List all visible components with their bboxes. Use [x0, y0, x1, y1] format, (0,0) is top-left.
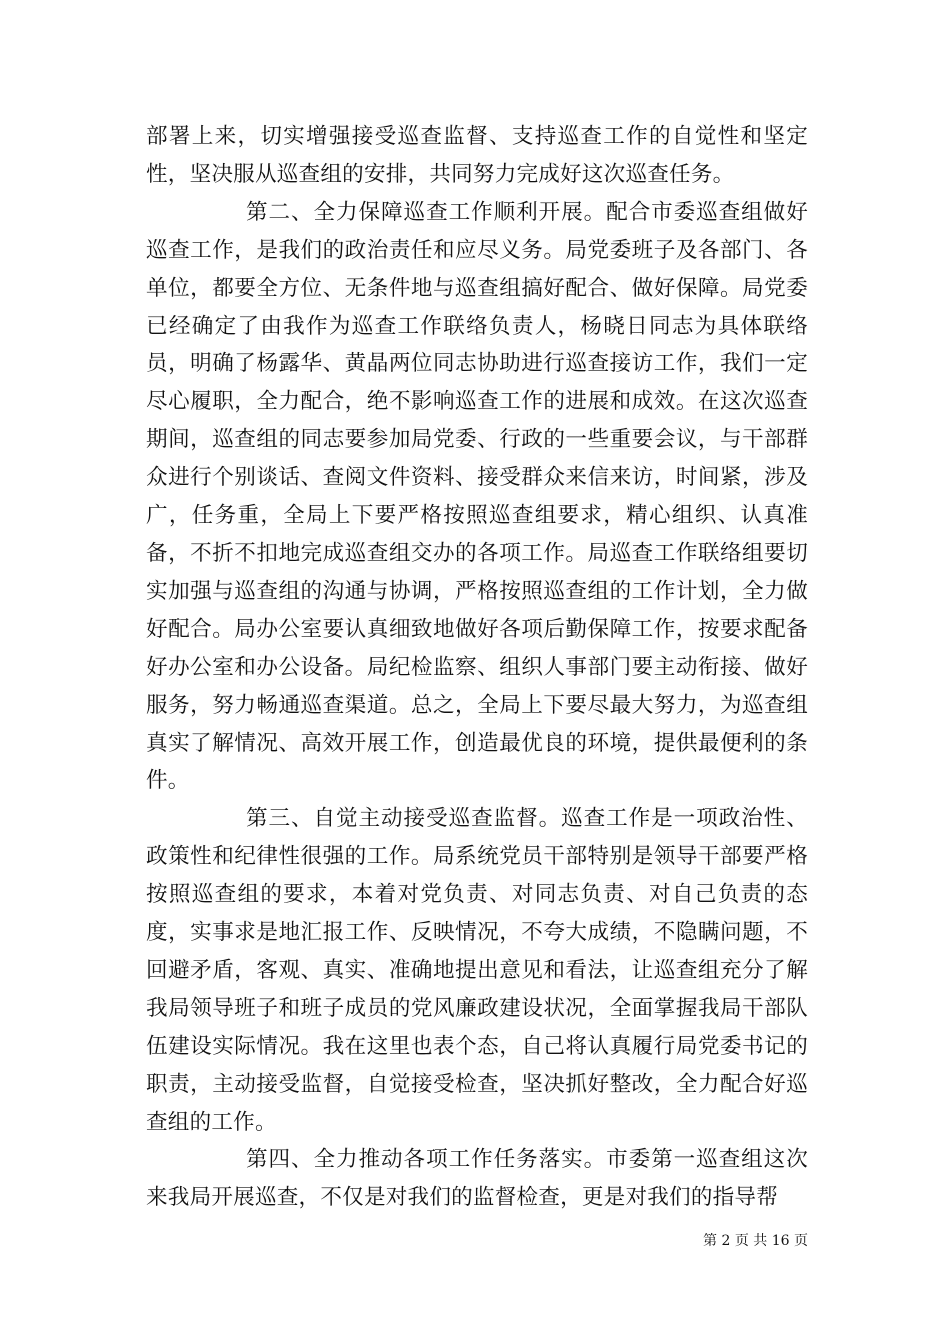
- paragraph-section-three: 第三、自觉主动接受巡查监督。巡查工作是一项政治性、政策性和纪律性很强的工作。局系统党员干部特别是领导干部要严格按照巡查组的要求，本着对党负责、对同志负责、对自己负责的态度，实事求是地汇报工作、反映情况，不夸大成绩，不隐瞒问题，不回避矛盾，客观、真实、准确地提出意见和看法，让巡查组充分了解我局领导班子和班子成员的党风廉政建设状况，全面掌握我局干部队伍建设实际情况。我在这里也表个态，自己将认真履行局党委书记的职责，主动接受监督，自觉接受检查，坚决抓好整改，全力配合好巡查组的工作。: [146, 806, 808, 1135]
- paragraph-continuation: 部署上来，切实增强接受巡查监督、支持巡查工作的自觉性和坚定性，坚决服从巡查组的安排，共同努力完成好这次巡查任务。: [146, 124, 808, 187]
- page-number-label: 第 2 页 共 16 页: [703, 1233, 808, 1249]
- document-body: [146, 118, 808, 1217]
- page-number-footer: [703, 1232, 808, 1250]
- paragraph-section-four: 第四、全力推动各项工作任务落实。市委第一巡查组这次来我局开展巡查，不仅是对我们的监督检查，更是对我们的指导帮: [146, 1147, 808, 1211]
- paragraph-section-two: 第二、全力保障巡查工作顺利开展。配合市委巡查组做好巡查工作，是我们的政治责任和应尽义务。局党委班子及各部门、各单位，都要全方位、无条件地与巡查组搞好配合、做好保障。局党委已经确定了由我作为巡查工作联络负责人，杨晓日同志为具体联络员，明确了杨露华、黄晶两位同志协助进行巡查接访工作，我们一定尽心履职，全力配合，绝不影响巡查工作的进展和成效。在这次巡查期间，巡查组的同志要参加局党委、行政的一些重要会议，与干部群众进行个别谈话、查阅文件资料、接受群众来信来访，时间紧，涉及广，任务重，全局上下要严格按照巡查组要求，精心组织、认真准备，不折不扣地完成巡查组交办的各项工作。局巡查工作联络组要切实加强与巡查组的沟通与协调，严格按照巡查组的工作计划，全力做好配合。局办公室要认真细致地做好各项后勤保障工作，按要求配备好办公室和办公设备。局纪检监察、组织人事部门要主动衔接、做好服务，努力畅通巡查渠道。总之，全局上下要尽最大努力，为巡查组真实了解情况、高效开展工作，创造最优良的环境，提供最便利的条件。: [146, 199, 808, 794]
